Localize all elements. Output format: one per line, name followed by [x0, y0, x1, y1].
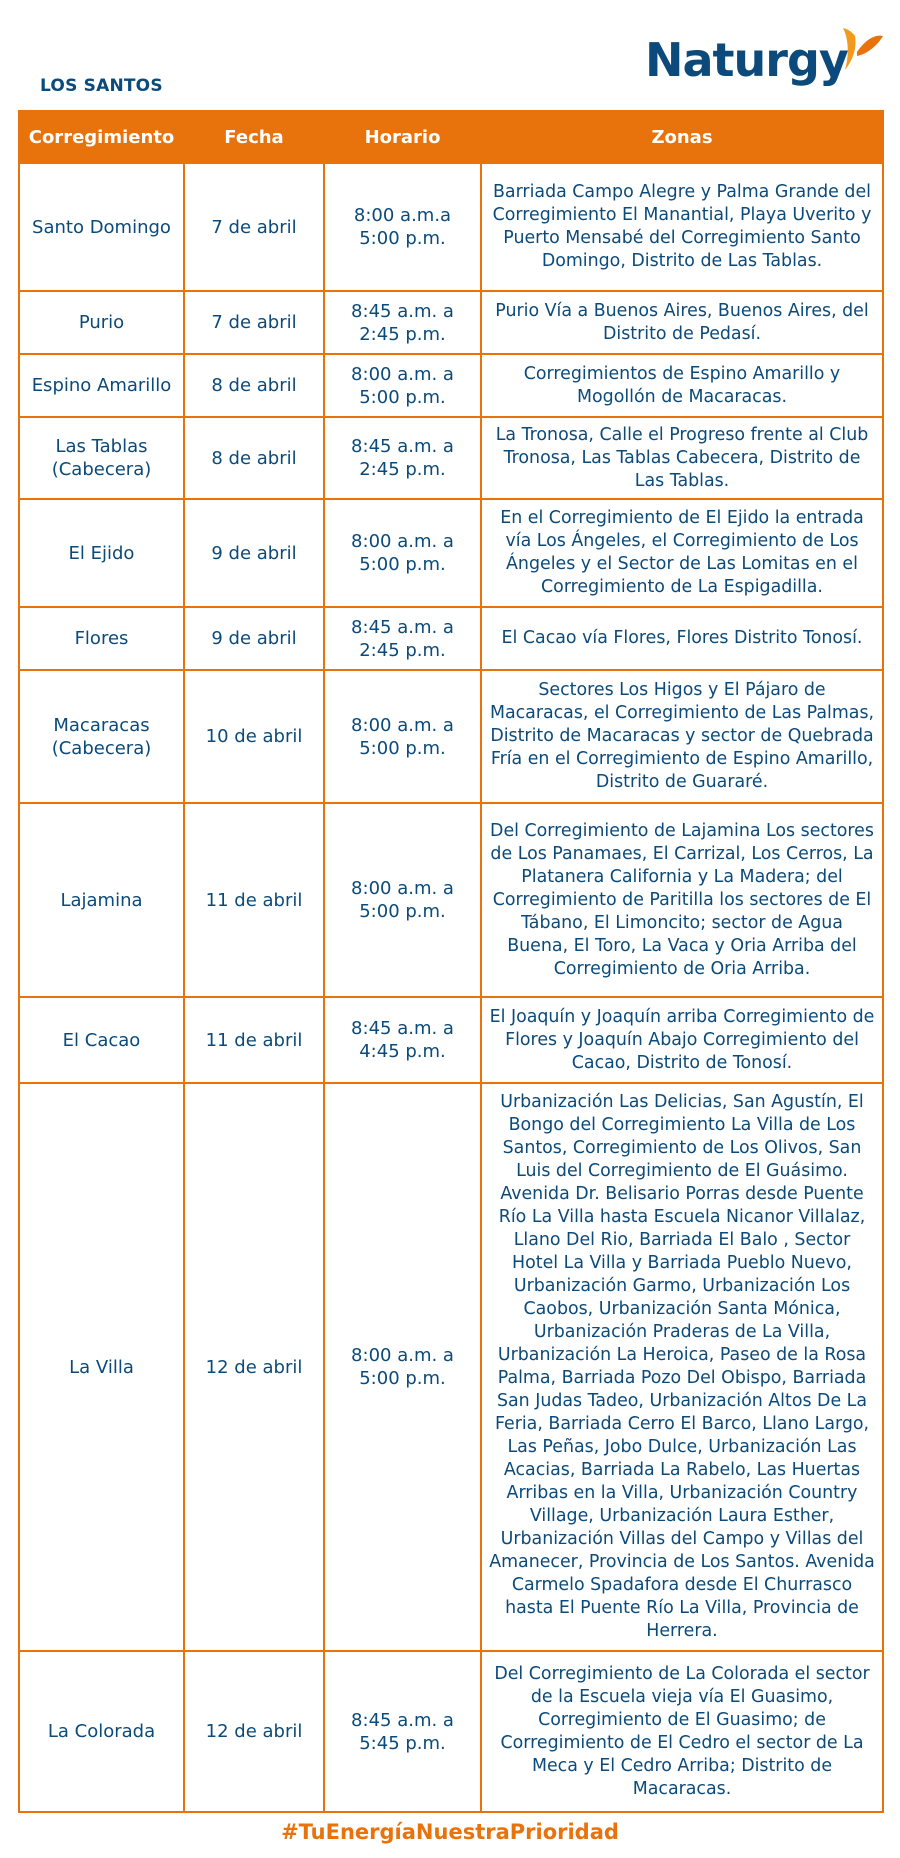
naturgy-logo [645, 22, 885, 94]
zonas-cell: Barriada Campo Alegre y Palma Grande del Corregimiento El Manantial, Playa Uverito y Puerto Mensabé del Corregimiento Santo Domingo, Distrito de Las Tablas. [481, 163, 883, 291]
corregimiento-cell: Lajamina [19, 803, 184, 997]
corregimiento-cell: Flores [19, 607, 184, 670]
fecha-cell: 12 de abril [184, 1083, 324, 1651]
table-row [19, 291, 883, 354]
region-title: LOS SANTOS [40, 76, 163, 96]
horario-cell: 8:00 a.m. a 5:00 p.m. [324, 499, 481, 607]
footer-hashtag: #TuEnergíaNuestraPrioridad [281, 1820, 619, 1844]
zonas-cell: Del Corregimiento de La Colorada el sector de la Escuela vieja vía El Guasimo, Corregimiento de El Guasimo; de Corregimiento de El Cedro el sector de La Meca y El Cedro Arriba; Distrito de Macaracas. [481, 1651, 883, 1812]
butterfly-icon [835, 26, 885, 76]
table-row [19, 417, 883, 499]
zonas-cell: Sectores Los Higos y El Pájaro de Macaracas, el Corregimiento de Las Palmas, Distrito de Macaracas y sector de Quebrada Fría en el Corregimiento de Espino Amarillo, Distrito de Guararé. [481, 670, 883, 803]
corregimiento-cell: La Colorada [19, 1651, 184, 1812]
table-row [19, 997, 883, 1083]
horario-cell: 8:00 a.m.a 5:00 p.m. [324, 163, 481, 291]
horario-cell: 8:45 a.m. a 2:45 p.m. [324, 291, 481, 354]
horario-cell: 8:45 a.m. a 2:45 p.m. [324, 417, 481, 499]
horario-cell: 8:45 a.m. a 5:45 p.m. [324, 1651, 481, 1812]
table-row [19, 670, 883, 803]
corregimiento-cell: El Cacao [19, 997, 184, 1083]
table-header-row [19, 111, 883, 163]
table-row [19, 1651, 883, 1812]
zonas-cell: Del Corregimiento de Lajamina Los sectores de Los Panamaes, El Carrizal, Los Cerros, La Platanera California y La Madera; del Corregimiento de Paritilla los sectores de El Tábano, El Limoncito; sector de Agua Buena, El Toro, La Vaca y Oria Arriba del Corregimiento de Oria Arriba. [481, 803, 883, 997]
horario-cell: 8:45 a.m. a 2:45 p.m. [324, 607, 481, 670]
column-header-fecha: Fecha [184, 111, 324, 163]
table-row [19, 499, 883, 607]
column-header-corregimiento: Corregimiento [19, 111, 184, 163]
table-row [19, 1083, 883, 1651]
logo-wordmark: Naturgy [645, 33, 848, 87]
fecha-cell: 8 de abril [184, 417, 324, 499]
horario-cell: 8:00 a.m. a 5:00 p.m. [324, 803, 481, 997]
table-row [19, 163, 883, 291]
zonas-cell: La Tronosa, Calle el Progreso frente al Club Tronosa, Las Tablas Cabecera, Distrito de Las Tablas. [481, 417, 883, 499]
fecha-cell: 10 de abril [184, 670, 324, 803]
fecha-cell: 8 de abril [184, 354, 324, 417]
fecha-cell: 11 de abril [184, 803, 324, 997]
fecha-cell: 7 de abril [184, 291, 324, 354]
column-header-horario: Horario [324, 111, 481, 163]
corregimiento-cell: Las Tablas (Cabecera) [19, 417, 184, 499]
page-header [0, 0, 900, 110]
table-row [19, 354, 883, 417]
corregimiento-cell: Macaracas (Cabecera) [19, 670, 184, 803]
corregimiento-cell: Espino Amarillo [19, 354, 184, 417]
corregimiento-cell: El Ejido [19, 499, 184, 607]
horario-cell: 8:00 a.m. a 5:00 p.m. [324, 1083, 481, 1651]
zonas-cell: El Cacao vía Flores, Flores Distrito Tonosí. [481, 607, 883, 670]
zonas-cell: Urbanización Las Delicias, San Agustín, El Bongo del Corregimiento La Villa de Los Santos, Corregimiento de Los Olivos, San Luis del Corregimiento de El Guásimo. Avenida Dr. Belisario Porras desde Puente Río La Villa hasta Escuela Nicanor Villalaz, Llano Del Rio, Barriada El Balo , Sector Hotel La Villa y Barriada Pueblo Nuevo, Urbanización Garmo, Urbanización Los Caobos, Urbanización Santa Mónica, Urbanización Praderas de La Villa, Urbanización La Heroica, Paseo de la Rosa Palma, Barriada Pozo Del Obispo, Barriada San Judas Tadeo, Urbanización Altos De La Feria, Barriada Cerro El Barco, Llano Largo, Las Peñas, Jobo Dulce, Urbanización Las Acacias, Barriada La Rabelo, Las Huertas Arribas en la Villa, Urbanización Country Village, Urbanización Laura Esther, Urbanización Villas del Campo y Villas del Amanecer, Provincia de Los Santos. Avenida Carmelo Spadafora desde El Churrasco hasta El Puente Río La Villa, Provincia de Herrera. [481, 1083, 883, 1651]
corregimiento-cell: La Villa [19, 1083, 184, 1651]
fecha-cell: 9 de abril [184, 607, 324, 670]
fecha-cell: 12 de abril [184, 1651, 324, 1812]
zonas-cell: En el Corregimiento de El Ejido la entrada vía Los Ángeles, el Corregimiento de Los Ángeles y el Sector de Las Lomitas en el Corregimiento de La Espigadilla. [481, 499, 883, 607]
horario-cell: 8:00 a.m. a 5:00 p.m. [324, 670, 481, 803]
column-header-zonas: Zonas [481, 111, 883, 163]
corregimiento-cell: Santo Domingo [19, 163, 184, 291]
zonas-cell: El Joaquín y Joaquín arriba Corregimiento de Flores y Joaquín Abajo Corregimiento del Cacao, Distrito de Tonosí. [481, 997, 883, 1083]
fecha-cell: 9 de abril [184, 499, 324, 607]
zonas-cell: Purio Vía a Buenos Aires, Buenos Aires, del Distrito de Pedasí. [481, 291, 883, 354]
outage-schedule-table [18, 110, 884, 1813]
horario-cell: 8:45 a.m. a 4:45 p.m. [324, 997, 481, 1083]
corregimiento-cell: Purio [19, 291, 184, 354]
fecha-cell: 7 de abril [184, 163, 324, 291]
table-row [19, 803, 883, 997]
zonas-cell: Corregimientos de Espino Amarillo y Mogollón de Macaracas. [481, 354, 883, 417]
fecha-cell: 11 de abril [184, 997, 324, 1083]
horario-cell: 8:00 a.m. a 5:00 p.m. [324, 354, 481, 417]
table-row [19, 607, 883, 670]
